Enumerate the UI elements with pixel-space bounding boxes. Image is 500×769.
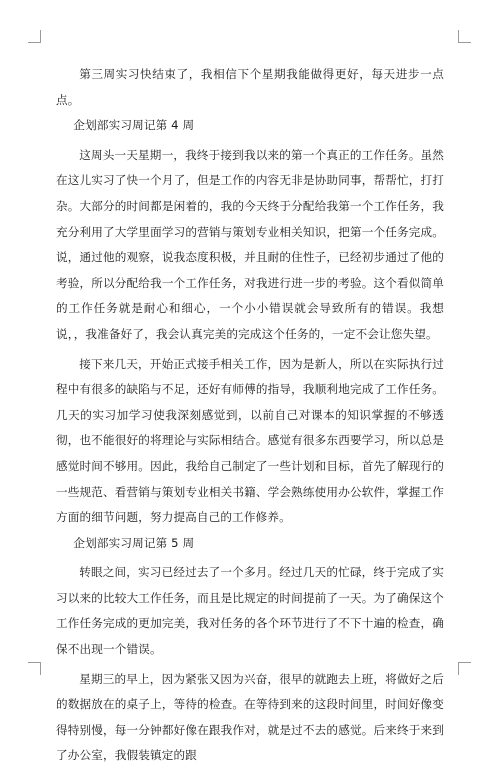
paragraph: 转眼之间，实习已经过去了一个多月。经过几天的忙碌，终于完成了实习以来的比较大工作任务，而且是比规定的时间提前了一天。为了确保这个工作任务完成的更加完美，我对任务的各个环节进行了不下十遍的检查，确保不出现一个错误。 bbox=[56, 565, 444, 657]
crop-mark-top-left bbox=[28, 30, 41, 43]
crop-mark-bottom-right bbox=[458, 662, 471, 675]
crop-mark-bottom-left bbox=[28, 662, 41, 675]
paragraph: 接下来几天，开始正式接手相关工作，因为是新人，所以在实际执行过程中有很多的缺陷与不足，还好有师傅的指导，我顺利地完成了工作任务。几天的实习加学习使我深刻感觉到，以前自己对课本的知识掌握的不够透彻，也不能很好的将理论与实际相结合。感觉有很多东西要学习，所以总是感觉时间不够用。因此，我给自己制定了一些计划和目标，首先了解现行的一些规范、看营销与策划专业相关书籍、学会熟练使用办公软件，掌握工作方面的细节问题，努力提高自己的工作修养。 bbox=[56, 356, 444, 525]
document-body bbox=[56, 62, 444, 769]
section-heading: 企划部实习周记第 5 周 bbox=[73, 535, 195, 550]
paragraph: 星期三的早上，因为紧张又因为兴奋，很早的就跑去上班，将做好之后的数据放在的桌子上，等待的检查。在等待到来的这段时间里，时间好像变得特别慢，每一分钟都好像在跟我作对，就是过不去的感觉。后来终于来到了办公室，我假装镇定的跟 bbox=[56, 671, 444, 763]
section-heading: 企划部实习周记第 4 周 bbox=[73, 118, 195, 133]
paragraph: 第三周实习快结束了，我相信下个星期我能做得更好，每天进步一点点。 bbox=[56, 67, 444, 107]
crop-mark-top-right bbox=[458, 30, 471, 43]
paragraph: 这周头一天星期一，我终于接到我以来的第一个真正的工作任务。虽然在这儿实习了快一个月了，但是工作的内容无非是协助同事，帮帮忙，打打杂。大部分的时间都是闲着的，我的今天终于分配给我第一个工作任务，我充分利用了大学里面学习的营销与策划专业相关知识，把第一个任务完成。说，通过他的观察，说我态度积极，并且耐的住性子，已经初步通过了他的考验，所以分配给我一个工作任务，对我进行进一步的考验。这个看似简单的工作任务就是耐心和细心，一个小小错误就会导致所有的错误。我想说，，我准备好了，我会认真完美的完成这个任务的，一定不会让您失望。 bbox=[56, 147, 444, 341]
